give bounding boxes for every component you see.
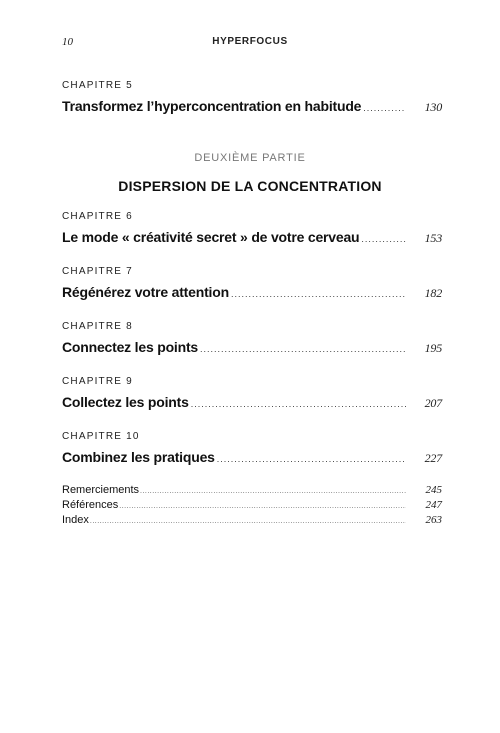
page-number: 10 [62,36,73,48]
chapter-6-label: CHAPITRE 6 [62,211,133,222]
chapter-8-label: CHAPITRE 8 [62,321,133,332]
index-entry [62,514,442,526]
dot-leader [231,289,406,299]
chapter-8-page: 195 [424,341,442,355]
chapter-7-page: 182 [424,286,442,300]
chapter-9-page: 207 [424,396,442,410]
chapter-5-title: Transformez l’hyperconcentration en habitude [62,98,362,114]
chapter-9-title: Collectez les points [62,394,189,410]
dot-leader [119,503,406,510]
acknowledgements-title: Remerciements [62,484,140,496]
dot-leader [361,234,406,244]
references-title: Références [62,499,119,511]
chapter-7-label: CHAPITRE 7 [62,266,133,277]
chapter-5-entry [62,98,442,115]
dot-leader [200,344,406,354]
chapter-9-label: CHAPITRE 9 [62,376,133,387]
chapter-10-label: CHAPITRE 10 [62,431,140,442]
chapter-10-entry [62,449,442,466]
references-page: 247 [425,499,442,511]
dot-leader [363,103,406,113]
references-entry [62,499,442,511]
chapter-8-entry [62,339,442,356]
chapter-7-entry [62,284,442,301]
part-label: DEUXIÈME PARTIE [194,152,306,164]
chapter-8-title: Connectez les points [62,339,199,355]
chapter-6-page: 153 [424,231,442,245]
chapter-10-page: 227 [424,451,442,465]
index-page: 263 [425,514,442,526]
part-title: DISPERSION DE LA CONCENTRATION [118,178,382,194]
chapter-5-page: 130 [424,100,442,114]
chapter-6-title: Le mode « créativité secret » de votre cerveau [62,229,360,245]
dot-leader [217,454,406,464]
chapter-7-title: Régénérez votre attention [62,284,229,300]
acknowledgements-entry [62,484,442,496]
index-title: Index [62,514,89,526]
dot-leader [191,399,406,409]
dot-leader [140,488,406,495]
chapter-6-entry [62,229,442,246]
running-head: HYPERFOCUS [212,36,288,47]
chapter-10-title: Combinez les pratiques [62,449,215,465]
chapter-9-entry [62,394,442,411]
acknowledgements-page: 245 [425,484,442,496]
chapter-5-label: CHAPITRE 5 [62,80,133,91]
dot-leader [90,518,406,525]
